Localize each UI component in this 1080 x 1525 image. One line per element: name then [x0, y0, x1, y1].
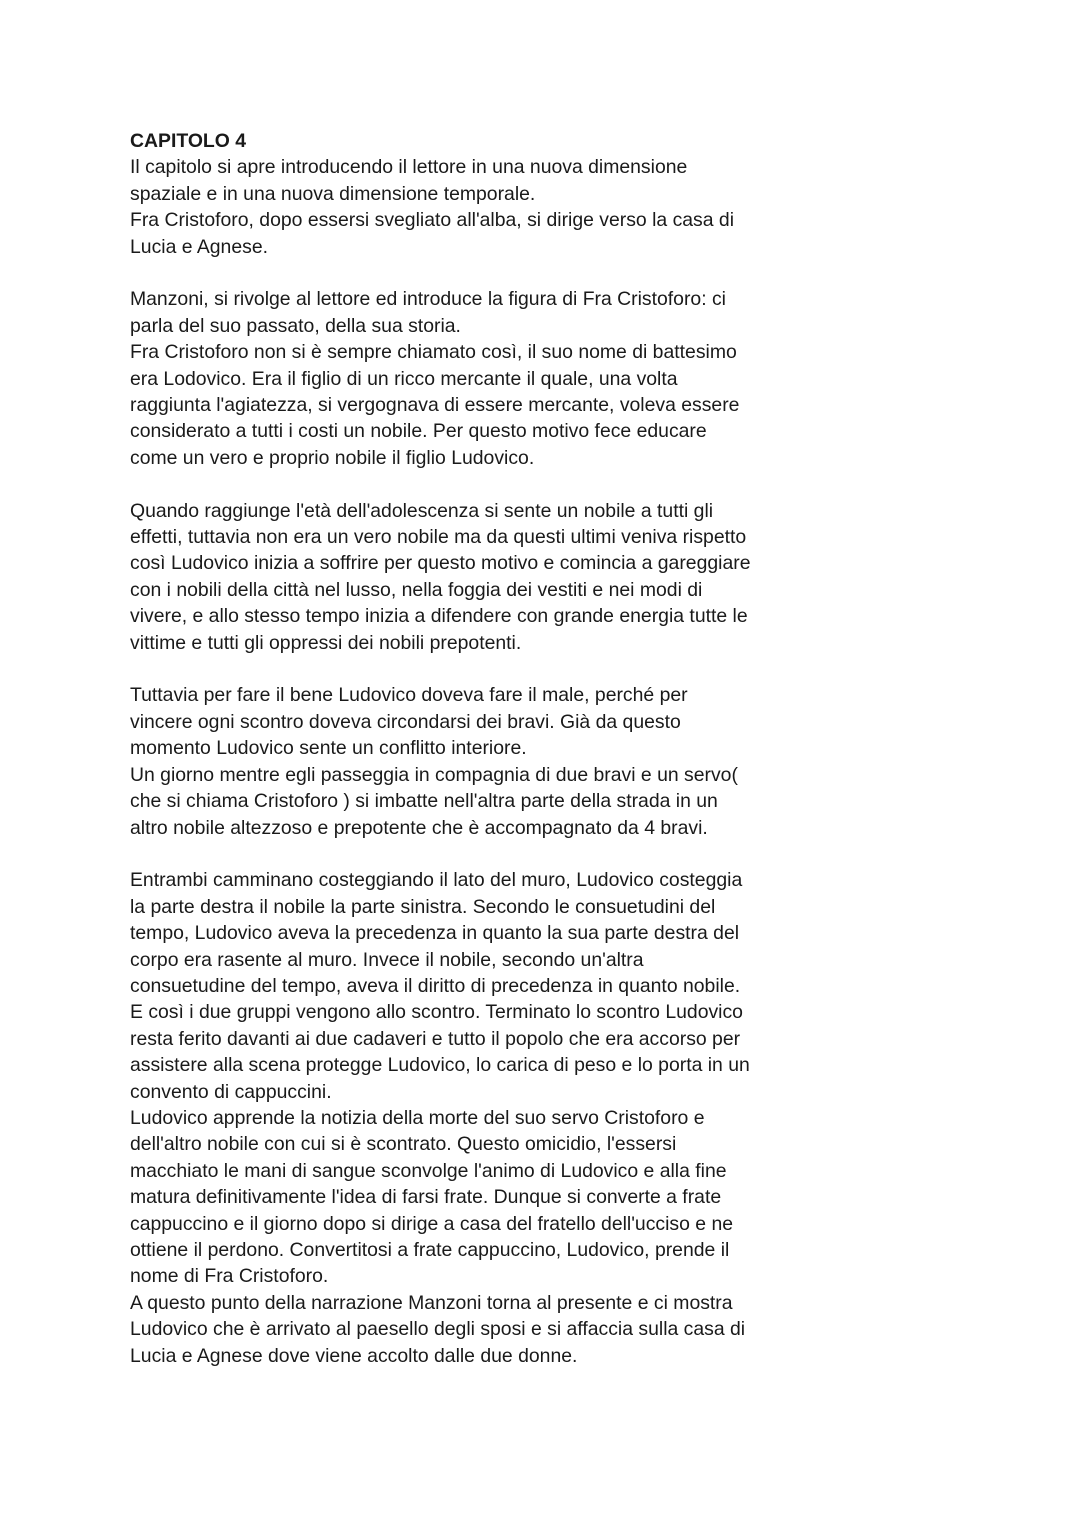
text-line: raggiunta l'agiatezza, si vergognava di essere mercante, voleva essere	[130, 394, 740, 417]
text-line: Lucia e Agnese dove viene accolto dalle due donne.	[130, 1344, 578, 1367]
text-line: la parte destra il nobile la parte sinistra. Secondo le consuetudini del	[130, 895, 716, 918]
text-line: Fra Cristoforo non si è sempre chiamato così, il suo nome di battesimo	[130, 341, 737, 364]
text-line: vincere ogni scontro doveva circondarsi dei bravi. Già da questo	[130, 710, 681, 733]
paragraph-conflict	[130, 682, 790, 840]
text-line: matura definitivamente l'idea di farsi frate. Dunque si converte a frate	[130, 1186, 722, 1209]
text-line: convento di cappuccini.	[130, 1080, 332, 1103]
text-line: corpo era rasente al muro. Invece il nobile, secondo un'altra	[130, 948, 644, 971]
paragraph-intro	[130, 154, 790, 260]
text-line: Ludovico che è arrivato al paesello degli sposi e si affaccia sulla casa di	[130, 1318, 746, 1341]
text-line: come un vero e proprio nobile il figlio Ludovico.	[130, 446, 535, 469]
text-line: vivere, e allo stesso tempo inizia a difendere con grande energia tutte le	[130, 605, 748, 628]
text-line: Ludovico apprende la notizia della morte del suo servo Cristoforo e	[130, 1106, 705, 1129]
text-line: Fra Cristoforo, dopo essersi svegliato all'alba, si dirige verso la casa di	[130, 209, 735, 232]
paragraph-duel	[130, 867, 790, 1369]
text-line: spaziale e in una nuova dimensione temporale.	[130, 182, 536, 205]
chapter-title: CAPITOLO 4	[130, 130, 247, 152]
text-line: momento Ludovico sente un conflitto interiore.	[130, 737, 527, 760]
text-line: Quando raggiunge l'età dell'adolescenza si sente un nobile a tutti gli	[130, 499, 714, 522]
text-line: Il capitolo si apre introducendo il lettore in una nuova dimensione	[130, 156, 688, 179]
text-line: considerato a tutti i costi un nobile. Per questo motivo fece educare	[130, 420, 707, 443]
text-line: Manzoni, si rivolge al lettore ed introduce la figura di Fra Cristoforo: ci	[130, 288, 726, 311]
text-line: effetti, tuttavia non era un vero nobile ma da questi ultimi veniva rispetto	[130, 526, 747, 549]
text-line: tempo, Ludovico aveva la precedenza in quanto la sua parte destra del	[130, 922, 740, 945]
document-page	[130, 128, 790, 1395]
text-line: ottiene il perdono. Convertitosi a frate cappuccino, Ludovico, prende il	[130, 1239, 730, 1261]
text-line: era Lodovico. Era il figlio di un ricco mercante il quale, una volta	[130, 367, 678, 390]
text-line: parla del suo passato, della sua storia.	[130, 314, 461, 337]
text-line: nome di Fra Cristoforo.	[130, 1265, 329, 1288]
text-line: E così i due gruppi vengono allo scontro. Terminato lo scontro Ludovico	[130, 1001, 743, 1024]
text-line: resta ferito davanti ai due cadaveri e tutto il popolo che era accorso per	[130, 1027, 741, 1050]
text-line: altro nobile altezzoso e prepotente che è accompagnato da 4 bravi.	[130, 816, 708, 839]
text-line: Entrambi camminano costeggiando il lato del muro, Ludovico costeggia	[130, 869, 743, 892]
text-line: consuetudine del tempo, aveva il diritto di precedenza in quanto nobile.	[130, 974, 741, 997]
text-line: che si chiama Cristoforo ) si imbatte nell'altra parte della strada in un	[130, 790, 718, 813]
text-line: cappuccino e il giorno dopo si dirige a casa del fratello dell'ucciso e ne	[130, 1212, 734, 1235]
text-line: vittime e tutti gli oppressi dei nobili prepotenti.	[130, 631, 522, 654]
text-line: così Ludovico inizia a soffrire per questo motivo e comincia a gareggiare	[130, 552, 751, 575]
paragraph-adolescence	[130, 498, 790, 656]
text-line: dell'altro nobile con cui si è scontrato. Questo omicidio, l'essersi	[130, 1133, 677, 1156]
text-line: macchiato le mani di sangue sconvolge l'animo di Ludovico e alla fine	[130, 1159, 727, 1182]
text-line: A questo punto della narrazione Manzoni torna al presente e ci mostra	[130, 1291, 733, 1314]
text-line: Lucia e Agnese.	[130, 235, 268, 258]
text-line: assistere alla scena protegge Ludovico, lo carica di peso e lo porta in un	[130, 1054, 750, 1077]
text-line: Tuttavia per fare il bene Ludovico doveva fare il male, perché per	[130, 684, 688, 707]
paragraph-background	[130, 286, 790, 471]
text-line: Un giorno mentre egli passeggia in compagnia di due bravi e un servo(	[130, 763, 738, 786]
text-line: con i nobili della città nel lusso, nella foggia dei vestiti e nei modi di	[130, 578, 703, 601]
